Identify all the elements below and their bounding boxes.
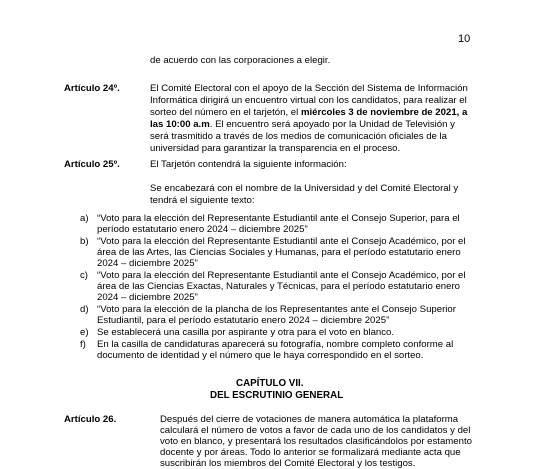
intro-line: de acuerdo con las corporaciones a elegir. [150, 55, 331, 66]
article-25-line-3: tendrá el siguiente texto: [150, 195, 255, 206]
article-26-line-4: docente y por áreas. Todo lo anterior se formalizará mediante acta que [160, 447, 461, 458]
list-item-a-line-1: “Voto para la elección del Representante Estudiantil ante el Consejo Superior, para el [97, 213, 460, 224]
list-item-d-letter: d) [80, 304, 89, 315]
list-item-f-line-2: documento de identidad y el número que le haya correspondido en el sorteo. [97, 350, 424, 361]
list-item-f-line-1: En la casilla de candidaturas aparecerá su fotografía, nombre completo conforme al [97, 339, 454, 350]
article-24-label: Artículo 24º. [64, 83, 120, 94]
article-24-line-2: Informática dirigirá un encuentro virtual con los candidatos, para realizar el [150, 95, 467, 106]
article-24-line-3 [150, 107, 467, 118]
article-24-line-4-text: . El encuentro será apoyado por la Unidad de Televisión y [209, 119, 455, 130]
list-item-b-letter: b) [80, 236, 89, 247]
article-26-label: Artículo 26. [64, 414, 117, 425]
list-item-c-line-3: 2024 – diciembre 2025” [97, 292, 198, 303]
list-item-b-line-1: “Voto para la elección del Representante Estudiantil ante el Consejo Académico, por el [97, 236, 466, 247]
article-26-line-5: suscribirán los miembros del Comité Electoral y los testigos. [160, 458, 416, 469]
list-item-d-line-2: Estudiantil, para el período estatutario enero 2024 – diciembre 2025” [97, 315, 390, 326]
article-25-line-1: El Tarjetón contendrá la siguiente información: [150, 159, 347, 170]
list-item-a-line-2: período estatutario enero 2024 – diciembre 2025” [97, 224, 308, 235]
article-24-date: miércoles 3 de noviembre de 2021, a [300, 107, 468, 118]
article-25-line-2: Se encabezará con el nombre de la Universidad y del Comité Electoral y [150, 183, 459, 194]
article-24-line-3-text: sorteo del número en el tarjetón, el [150, 107, 299, 118]
article-26-line-2: calculará el número de votos a favor de cada uno de los candidatos y del [160, 425, 471, 436]
article-24-line-4 [150, 119, 455, 130]
chapter-title: DEL ESCRUTINIO GENERAL [210, 390, 344, 401]
article-24-line-6: universidad para garantizar la transparencia en el proceso. [150, 143, 401, 154]
article-26-line-1: Después del cierre de votaciones de manera automática la plataforma [160, 414, 459, 425]
article-25-label: Artículo 25º. [64, 159, 120, 170]
article-24-line-5: será trasmitido a través de los medios de comunicación oficiales de la [150, 131, 448, 142]
list-item-b-line-2: área de las Artes, las Ciencias Sociales y Humanas, para el período estatutario enero [97, 247, 461, 258]
article-26-line-3: voto en blanco, y presentará los resultados clasificándolos por estamento [160, 436, 472, 447]
chapter-number: CAPÍTULO VII. [236, 378, 304, 389]
page-number: 10 [458, 33, 471, 45]
list-item-c-line-2: área de las Ciencias Exactas, Naturales y Técnicas, para el período estatutario enero [97, 281, 460, 292]
list-item-c-letter: c) [80, 270, 88, 281]
list-item-e-line-1: Se establecerá una casilla por aspirante y otra para el voto en blanco. [97, 327, 395, 338]
list-item-a-letter: a) [80, 213, 89, 224]
list-item-c-line-1: “Voto para la elección del Representante Estudiantil ante el Consejo Académico, por el [97, 270, 466, 281]
list-item-b-line-3: 2024 – diciembre 2025” [97, 258, 198, 269]
list-item-e-letter: e) [80, 327, 89, 338]
list-item-f-letter: f) [80, 339, 86, 350]
list-item-d-line-1: “Voto para la elección de la plancha de los Representantes ante el Consejo Superior [97, 304, 456, 315]
article-24-time: las 10:00 a.m [150, 119, 210, 130]
article-24-line-1: El Comité Electoral con el apoyo de la Sección del Sistema de Información [150, 83, 468, 94]
